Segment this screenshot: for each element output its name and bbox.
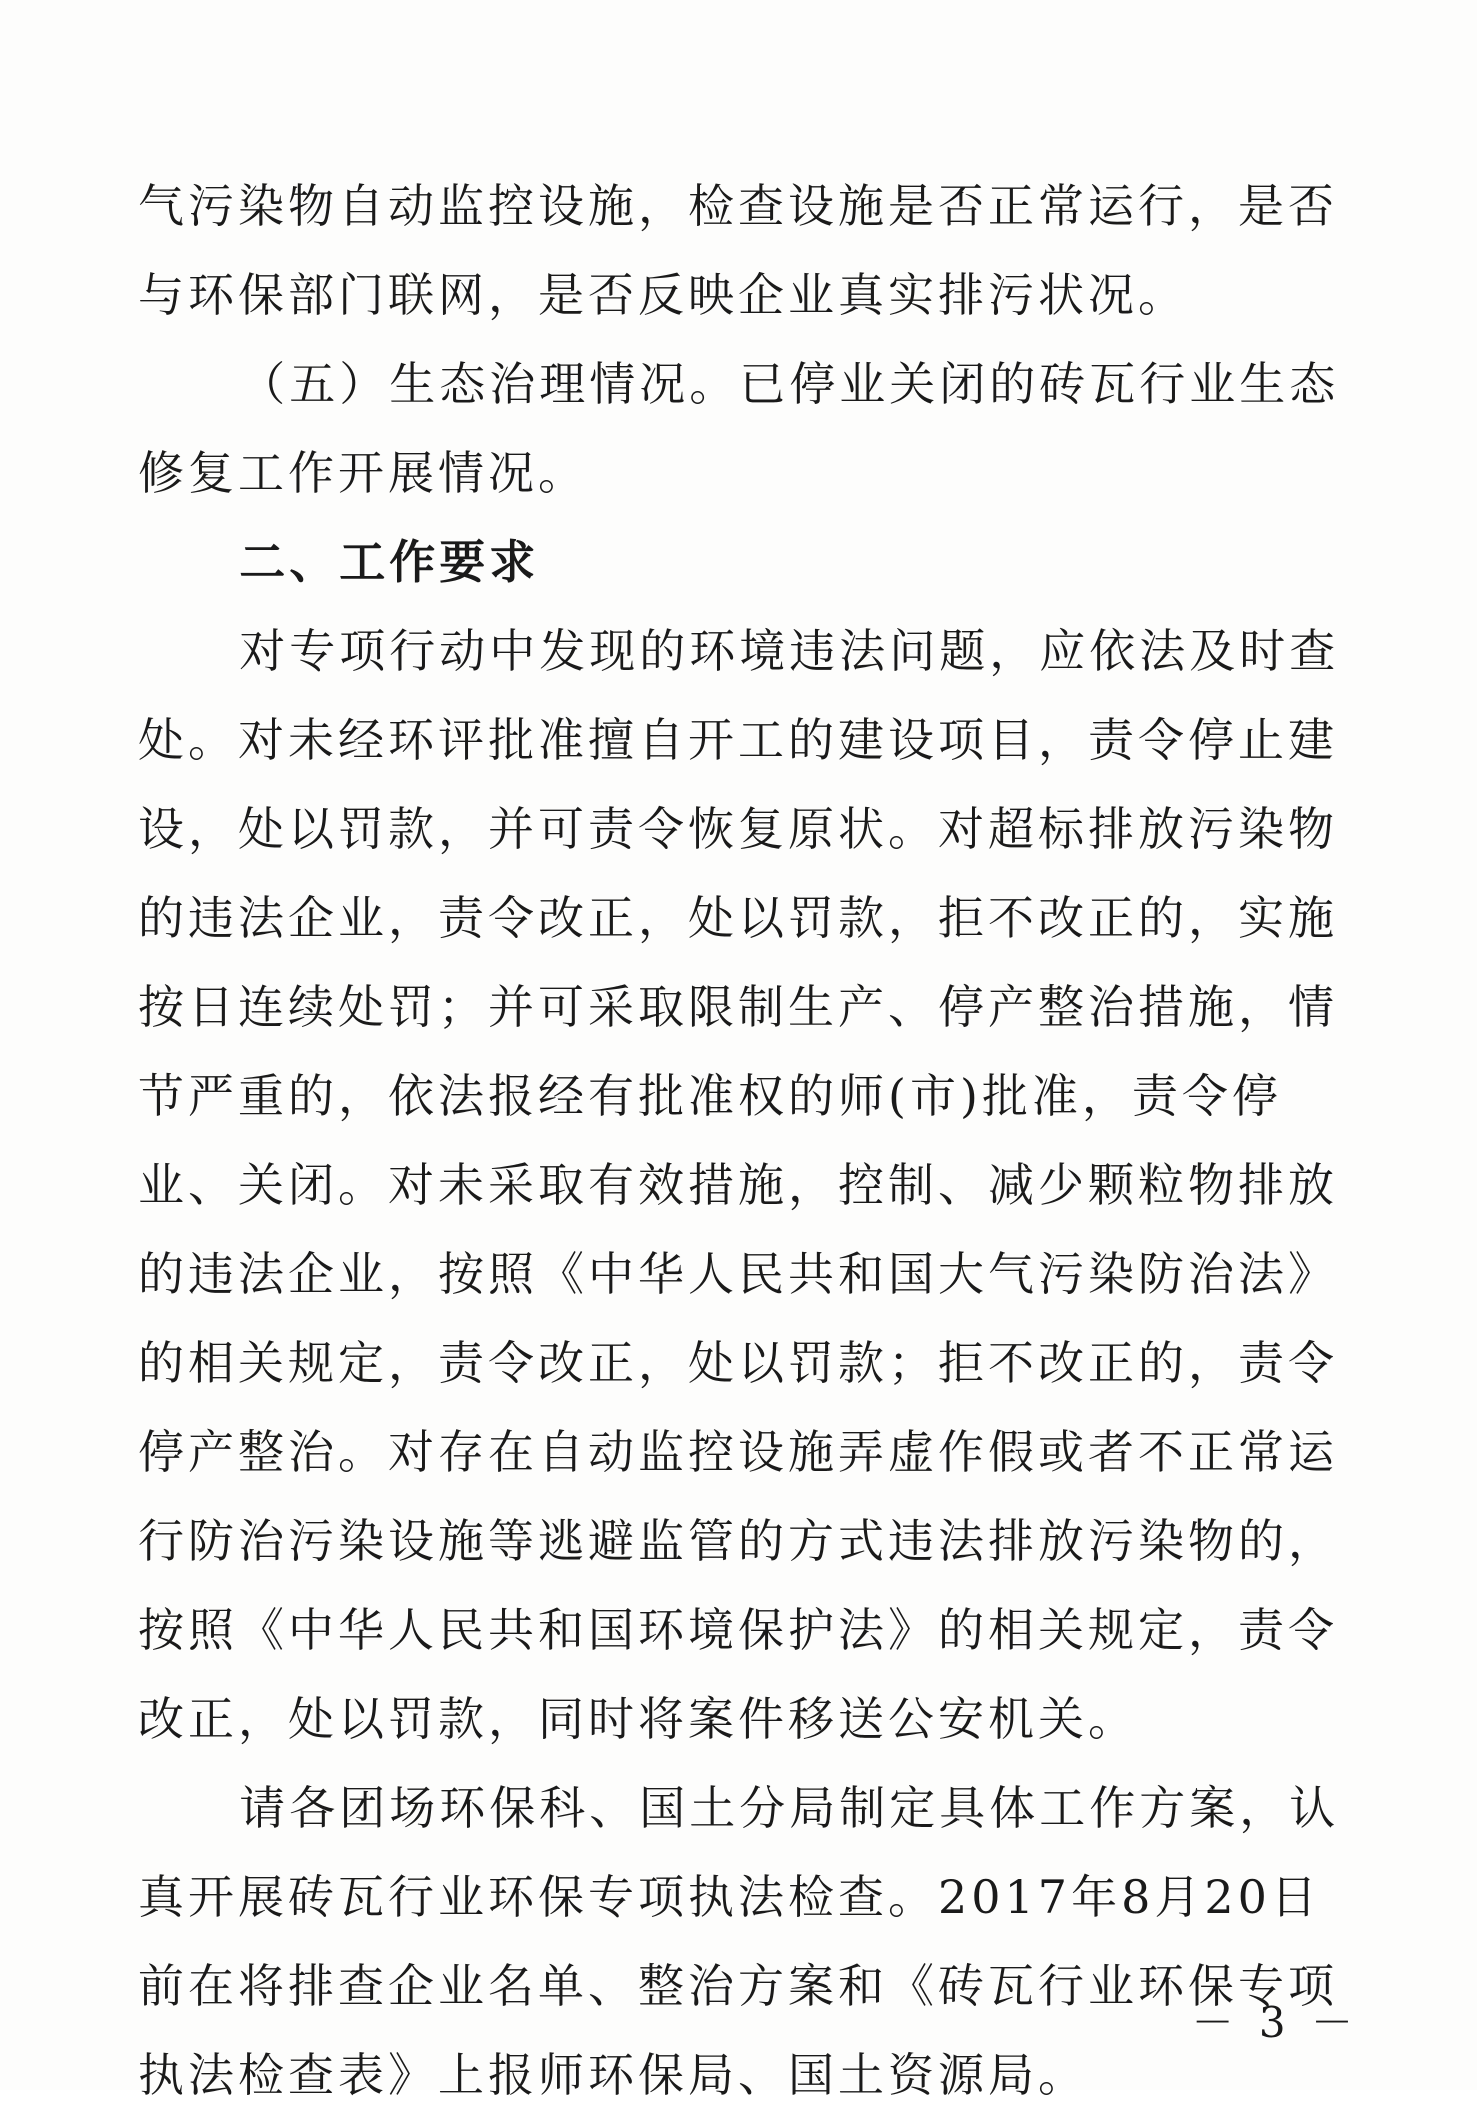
section-heading-work-requirements: 二、工作要求: [239, 535, 540, 589]
paragraph-continuation: 气污染物自动监控设施，检查设施是否正常运行，是否与环保部门联网，是否反映企业真实排污状况。: [138, 179, 1338, 322]
page-number: － 3 －: [1191, 1998, 1359, 2047]
paragraph-submission: 请各团场环保科、国土分局制定具体工作方案，认真开展砖瓦行业环保专项执法检查。2017年8月20日前在将排查企业名单、整治方案和《砖瓦行业环保专项执法检查表》上报师环保局、国土资源局。: [138, 1781, 1340, 2102]
document-body: [138, 162, 1360, 2120]
paragraph-enforcement: 对专项行动中发现的环境违法问题，应依法及时查处。对未经环评批准擅自开工的建设项目，责令停止建设，处以罚款，并可责令恢复原状。对超标排放污染物的违法企业，责令改正，处以罚款，拒不改正的，实施按日连续处罚；并可采取限制生产、停产整治措施，情节严重的，依法报经有批准权的师(市)批准，责令停业、关闭。对未采取有效措施，控制、减少颗粒物排放的违法企业，按照《中华人民共和国大气污染防治法》的相关规定，责令改正，处以罚款；拒不改正的，责令停产整治。对存在自动监控设施弄虚作假或者不正常运行防治污染设施等逃避监管的方式违法排放污染物的，按照《中华人民共和国环境保护法》的相关规定，责令改正，处以罚款，同时将案件移送公安机关。: [138, 624, 1340, 1746]
paragraph-ecological-governance: （五）生态治理情况。已停业关闭的砖瓦行业生态修复工作开展情况。: [138, 357, 1340, 500]
